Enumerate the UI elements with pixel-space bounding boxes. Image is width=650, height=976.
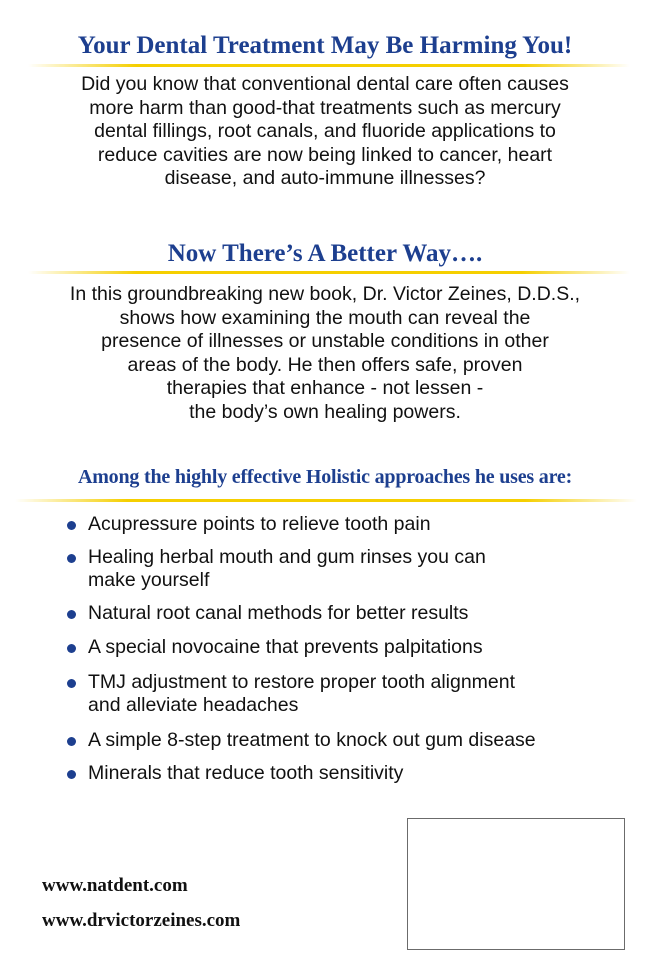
list-item xyxy=(65,729,625,753)
section2-paragraph xyxy=(30,283,620,424)
bullet-icon xyxy=(67,644,76,653)
section1-line: dental fillings, root canals, and fluoride applications to xyxy=(94,120,556,142)
section2-line: areas of the body. He then offers safe, proven xyxy=(127,353,523,376)
section1-line: disease, and auto-immune illnesses? xyxy=(164,167,486,189)
bullet-icon xyxy=(67,737,76,746)
list-item xyxy=(65,762,625,786)
list-item-text: TMJ adjustment to restore proper tooth alignment xyxy=(88,670,516,693)
bullet-icon xyxy=(67,770,76,779)
bullet-icon xyxy=(67,679,76,688)
list-item-text: Minerals that reduce tooth sensitivity xyxy=(88,762,404,784)
section1-line: more harm than good-that treatments such as mercury xyxy=(89,96,561,119)
list-item-text: make yourself xyxy=(88,569,210,591)
bullet-icon xyxy=(67,521,76,530)
section1-line: Did you know that conventional dental care often causes xyxy=(81,73,569,95)
list-item-text: Acupressure points to relieve tooth pain xyxy=(88,513,431,535)
section2-line: the body’s own healing powers. xyxy=(189,400,461,423)
section2-divider xyxy=(28,271,630,274)
section1-line: reduce cavities are now being linked to cancer, heart xyxy=(97,143,553,166)
list-item xyxy=(65,671,625,718)
website-link-natdent[interactable]: www.natdent.com xyxy=(42,875,188,896)
section2-heading: Now There’s A Better Way…. xyxy=(167,240,483,267)
list-item-text: Healing herbal mouth and gum rinses you can xyxy=(88,545,486,568)
list-item-text: A simple 8-step treatment to knock out gum disease xyxy=(88,728,536,751)
list-item xyxy=(65,513,625,537)
list-item-text: and alleviate headaches xyxy=(88,694,299,716)
list-item xyxy=(65,602,625,626)
list-item xyxy=(65,636,625,660)
website-links xyxy=(42,874,240,944)
section1-divider xyxy=(28,64,630,67)
list-item-text: A special novocaine that prevents palpitations xyxy=(88,636,483,658)
bullet-icon xyxy=(67,610,76,619)
list-item-text: Natural root canal methods for better results xyxy=(88,601,469,624)
section3-heading: Among the highly effective Holistic approaches he uses are: xyxy=(77,466,573,488)
section2-line: therapies that enhance - not lessen - xyxy=(166,377,484,399)
approaches-list xyxy=(65,513,625,786)
section1-heading: Your Dental Treatment May Be Harming You! xyxy=(77,32,573,59)
section3-divider xyxy=(15,499,637,502)
barcode-placeholder-box xyxy=(407,818,625,950)
section1-paragraph xyxy=(30,73,620,191)
website-link-drvictorzeines[interactable]: www.drvictorzeines.com xyxy=(42,910,241,931)
list-item xyxy=(65,546,625,593)
section2-line: shows how examining the mouth can reveal the xyxy=(119,306,531,329)
bullet-icon xyxy=(67,554,76,563)
section2-line: In this groundbreaking new book, Dr. Victor Zeines, D.D.S., xyxy=(69,283,581,305)
section2-line: presence of illnesses or unstable conditions in other xyxy=(101,330,549,352)
